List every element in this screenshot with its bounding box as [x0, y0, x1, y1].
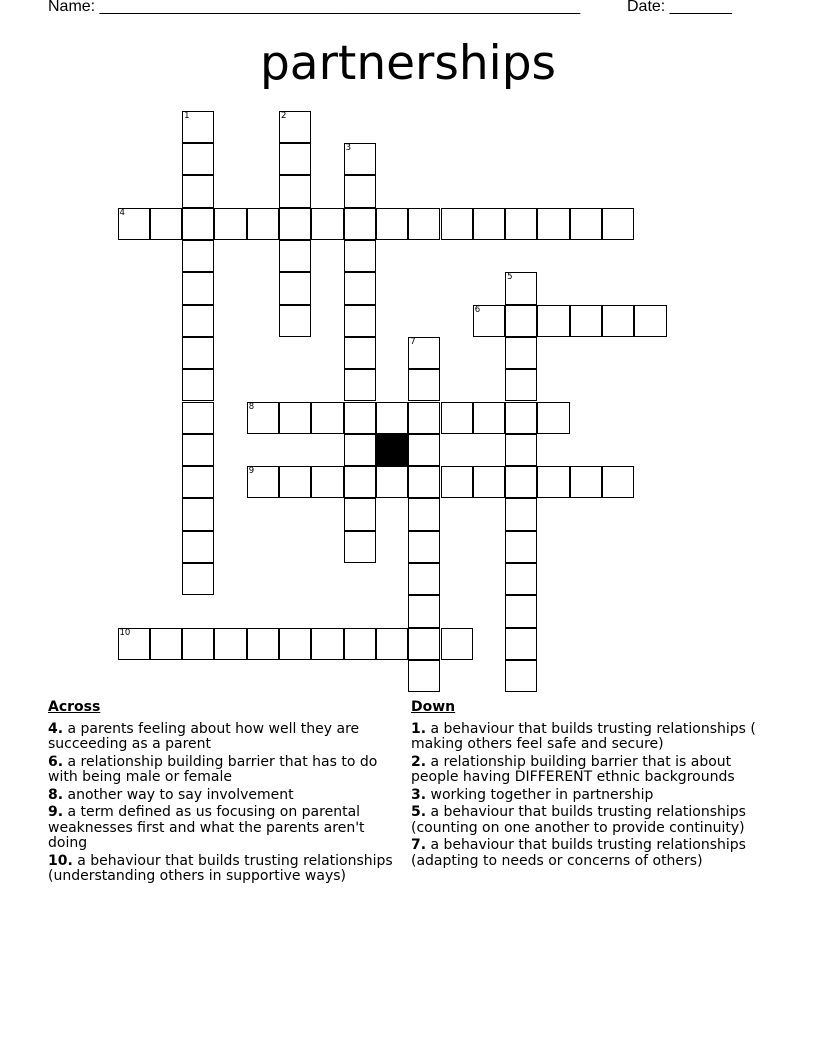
across-clue: [48, 854, 408, 885]
clue-number: 6.: [48, 753, 64, 770]
clue-text: a behaviour that builds trusting relationships (understanding others in supportive ways): [48, 852, 393, 884]
crossword-cell[interactable]: [182, 498, 214, 530]
crossword-cell[interactable]: [537, 208, 569, 240]
clue-number: 1.: [411, 720, 427, 737]
crossword-cell[interactable]: [505, 563, 537, 595]
crossword-cell[interactable]: [408, 660, 440, 692]
clue-number-label: 4: [119, 207, 125, 218]
crossword-cell[interactable]: [279, 272, 311, 304]
down-clue: [411, 805, 766, 836]
crossword-cell[interactable]: [505, 402, 537, 434]
clue-number-label: 9: [248, 466, 255, 477]
crossword-cell[interactable]: [279, 402, 311, 434]
crossword-cell[interactable]: [408, 628, 440, 660]
crossword-cell[interactable]: [408, 369, 440, 401]
crossword-cell[interactable]: [182, 434, 214, 466]
clue-number-label: 2: [281, 110, 287, 121]
across-clue: [48, 788, 408, 804]
crossword-cell[interactable]: [182, 305, 214, 337]
crossword-cell[interactable]: [182, 272, 214, 304]
crossword-cell[interactable]: [247, 628, 279, 660]
clue-text: another way to say involvement: [67, 786, 294, 803]
crossword-cell[interactable]: [279, 240, 311, 272]
crossword-cell[interactable]: [473, 305, 505, 337]
crossword-cell[interactable]: [408, 563, 440, 595]
crossword-cell[interactable]: [473, 402, 505, 434]
crossword-cell[interactable]: [279, 175, 311, 207]
crossword-cell[interactable]: [311, 628, 343, 660]
clue-number-label: 3: [345, 143, 352, 154]
clue-text: a parents feeling about how well they are succeeding as a parent: [48, 720, 360, 752]
crossword-cell[interactable]: [505, 498, 537, 530]
crossword-cell[interactable]: [182, 466, 214, 498]
crossword-cell[interactable]: [473, 466, 505, 498]
down-clue: [411, 722, 766, 753]
crossword-cell[interactable]: [344, 402, 376, 434]
crossword-cell[interactable]: [344, 240, 376, 272]
crossword-cell[interactable]: [344, 143, 376, 175]
crossword-cell[interactable]: [182, 628, 214, 660]
crossword-cell[interactable]: [311, 402, 343, 434]
crossword-cell[interactable]: [182, 531, 214, 563]
clue-number-label: 1: [184, 110, 190, 121]
across-clue: [48, 755, 408, 786]
crossword-cell[interactable]: [441, 466, 473, 498]
crossword-cell[interactable]: [344, 628, 376, 660]
crossword-cell[interactable]: [376, 402, 408, 434]
crossword-cell[interactable]: [182, 337, 214, 369]
crossword-cell[interactable]: [279, 305, 311, 337]
clue-text: a relationship building barrier that is about people having DIFFERENT ethnic backgrounds: [411, 753, 735, 785]
down-clue: [411, 755, 766, 786]
crossword-cell[interactable]: [408, 595, 440, 627]
crossword-cell[interactable]: [344, 498, 376, 530]
crossword-cell[interactable]: [602, 466, 634, 498]
crossword-cell[interactable]: [279, 466, 311, 498]
crossword-cell[interactable]: [505, 595, 537, 627]
crossword-cell[interactable]: [505, 272, 537, 304]
clue-text: a behaviour that builds trusting relationships (adapting to needs or concerns of others): [411, 837, 746, 869]
crossword-cell[interactable]: [376, 208, 408, 240]
clue-number: 3.: [411, 786, 427, 803]
crossword-cell[interactable]: [505, 434, 537, 466]
crossword-cell[interactable]: [182, 402, 214, 434]
crossword-cell[interactable]: [344, 272, 376, 304]
crossword-cell[interactable]: [311, 208, 343, 240]
crossword-cell[interactable]: [376, 628, 408, 660]
down-clue: [411, 838, 766, 869]
crossword-cell[interactable]: [505, 628, 537, 660]
crossword-cell[interactable]: [279, 628, 311, 660]
crossword-cell[interactable]: [311, 466, 343, 498]
crossword-cell[interactable]: [537, 402, 569, 434]
crossword-cell[interactable]: [408, 434, 440, 466]
crossword-cell[interactable]: [344, 531, 376, 563]
clue-number-label: 10: [119, 627, 131, 638]
clue-number: 10.: [48, 852, 73, 869]
clue-number-label: 6: [474, 304, 481, 315]
crossword-cell[interactable]: [182, 111, 214, 143]
clue-number-label: 5: [507, 272, 513, 283]
crossword-cell[interactable]: [570, 208, 602, 240]
crossword-cell[interactable]: [505, 531, 537, 563]
clue-text: a term defined as us focusing on parental weaknesses first and what the parents aren't doing: [48, 804, 365, 851]
crossword-cell[interactable]: [279, 208, 311, 240]
crossword-cell[interactable]: [602, 208, 634, 240]
crossword-cell[interactable]: [537, 305, 569, 337]
down-clues: [411, 700, 766, 871]
crossword-cell[interactable]: [182, 208, 214, 240]
crossword-cell[interactable]: [408, 337, 440, 369]
crossword-cell[interactable]: [505, 466, 537, 498]
crossword-cell[interactable]: [150, 628, 182, 660]
clue-text: a behaviour that builds trusting relationships ( making others feel safe and secure): [411, 720, 756, 752]
page-title: partnerships: [259, 36, 557, 91]
crossword-cell[interactable]: [182, 175, 214, 207]
clue-number: 5.: [411, 804, 427, 820]
crossword-cell[interactable]: [408, 498, 440, 530]
crossword-cell[interactable]: [505, 305, 537, 337]
crossword-cell[interactable]: [344, 337, 376, 369]
clue-text: working together in partnership: [430, 786, 654, 803]
clue-number-label: 8: [248, 401, 255, 412]
crossword-cell[interactable]: [150, 208, 182, 240]
crossword-cell[interactable]: [118, 628, 150, 660]
crossword-cell[interactable]: [505, 369, 537, 401]
crossword-cell[interactable]: [182, 563, 214, 595]
crossword-cell[interactable]: [118, 208, 150, 240]
crossword-cell[interactable]: [505, 208, 537, 240]
crossword-cell[interactable]: [505, 660, 537, 692]
crossword-cell[interactable]: [408, 208, 440, 240]
clue-number: 9.: [48, 804, 64, 820]
across-clues: [48, 700, 408, 887]
clue-number: 2.: [411, 753, 427, 770]
crossword-cell[interactable]: [473, 208, 505, 240]
crossword-cell[interactable]: [214, 628, 246, 660]
crossword-cell[interactable]: [182, 369, 214, 401]
crossword-cell[interactable]: [602, 305, 634, 337]
across-clue: [48, 805, 408, 852]
crossword-cell[interactable]: [182, 143, 214, 175]
crossword-cell[interactable]: [247, 466, 279, 498]
crossword-cell[interactable]: [182, 240, 214, 272]
crossword-cell[interactable]: [570, 466, 602, 498]
crossword-cell[interactable]: [376, 466, 408, 498]
crossword-cell[interactable]: [344, 466, 376, 498]
crossword-cell[interactable]: [634, 305, 666, 337]
crossword-cell[interactable]: [247, 208, 279, 240]
down-clue: [411, 788, 766, 804]
down-heading: Down: [411, 699, 456, 715]
crossword-cell[interactable]: [441, 628, 473, 660]
crossword-cell[interactable]: [247, 402, 279, 434]
crossword-cell[interactable]: [279, 143, 311, 175]
across-clue: [48, 722, 408, 753]
crossword-cell[interactable]: [344, 305, 376, 337]
date-field-line: Date: _______: [627, 0, 732, 15]
crossword-cell[interactable]: [214, 208, 246, 240]
clue-number-label: 7: [410, 336, 416, 347]
crossword-cell[interactable]: [408, 531, 440, 563]
clue-number: 8.: [48, 786, 64, 803]
crossword-cell[interactable]: [408, 466, 440, 498]
clue-number: 7.: [411, 837, 427, 853]
crossword-cell[interactable]: [344, 208, 376, 240]
blocked-cell: [376, 434, 408, 466]
crossword-cell[interactable]: [408, 402, 440, 434]
clue-number: 4.: [48, 720, 64, 737]
crossword-cell[interactable]: [441, 208, 473, 240]
crossword-cell[interactable]: [537, 466, 569, 498]
crossword-cell[interactable]: [344, 369, 376, 401]
crossword-cell[interactable]: [279, 111, 311, 143]
crossword-cell[interactable]: [441, 402, 473, 434]
clue-text: a relationship building barrier that has to do with being male or female: [48, 753, 378, 785]
crossword-cell[interactable]: [505, 337, 537, 369]
clue-text: a behaviour that builds trusting relationships (counting on one another to provide continuity): [411, 804, 746, 836]
across-heading: Across: [48, 699, 101, 715]
crossword-cell[interactable]: [570, 305, 602, 337]
crossword-cell[interactable]: [344, 175, 376, 207]
crossword-cell[interactable]: [344, 434, 376, 466]
name-field-line: Name: ______________________________________________________: [48, 0, 581, 15]
